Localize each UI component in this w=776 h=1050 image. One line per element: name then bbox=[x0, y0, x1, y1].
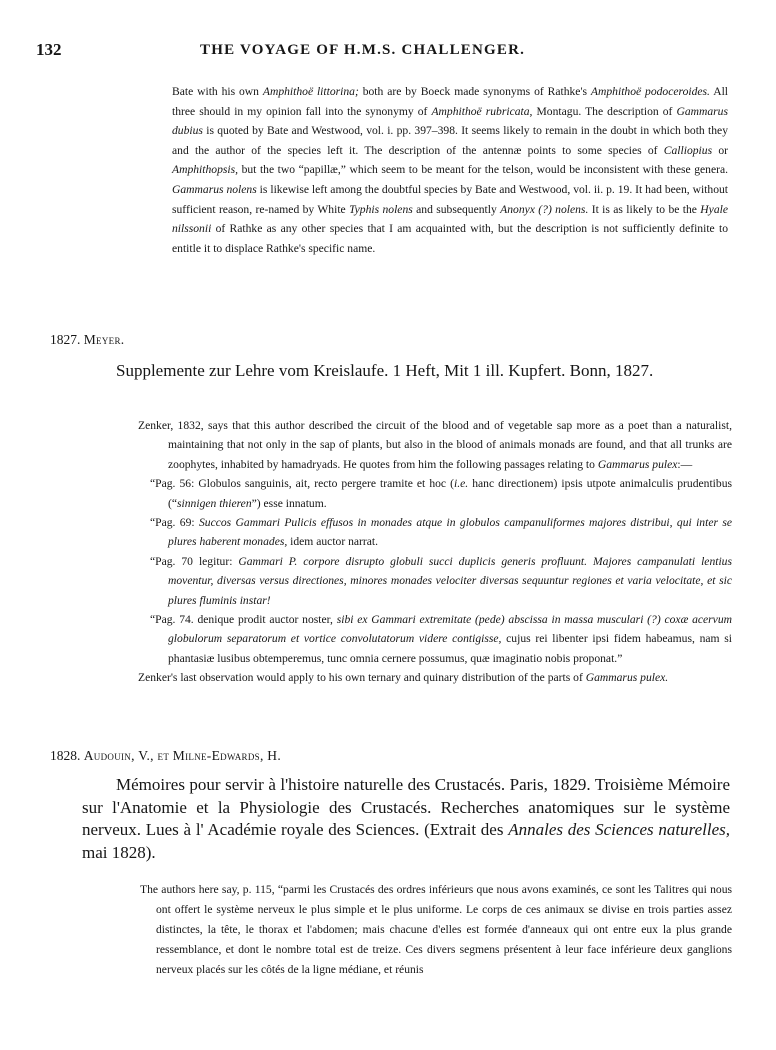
entry-author: Audouin, V., et Milne-Edwards, H. bbox=[83, 748, 282, 763]
entry-author: Meyer. bbox=[83, 332, 125, 347]
entry-comment-1827: Zenker, 1832, says that this author described the circuit of the blood and of vegetable sap more as a poet than a naturalist, maintaining that not only in the sap of plants, but also in the blood of animals monads are found, and that all trunks are zoophytes, inhabited by hamadryads. He quotes from him the following passages relating to Gammarus pulex:— “Pag. 56: Globulos sanguinis, ait, recto pergere tramite et hoc (i.e. hanc directionem) ipsis utpote animalculis prudentibus (“sinnigen thieren”) esse innatum. “Pag. 69: Succos Gammari Pulicis effusos in monades atque in globulos campanuliformes majores distribui, qui inter se plures haberent monades, idem auctor narrat. “Pag. 70 legitur: Gammari P. corpore disrupto globuli succi duplicis generis profluunt. Majores campanulati lentius moventur, diversas versus directiones, minores monades velociter diversas sequuntur regiones et varia velocitate, et sic plures fluminis instar! “Pag. 74. denique prodit auctor noster, sibi ex Gammari extremitate (pede) abscissa in massa musculari (?) coxæ acervum globulorum separatorum et vortice convolutatorum videre contigisse, cujus rei libenter ipsi fidem habeamus, nam si phantasiæ lusibus obtemperemus, tunc omnia cernere possumus, quæ imaginatio nobis proponat.” Zenker's last observation would apply to his own ternary and quinary distribution of the parts of Gammarus pulex. bbox=[138, 419, 733, 685]
entry-comment-1828: The authors here say, p. 115, “parmi les Crustacés des ordres inférieurs que nous avons examinés, ce sont les Talitres qui nous ont offert le système nerveux le plus simple et le plus uniforme. Le corps de ces animaux se divise en trois parties assez distinctes, la tête, le thorax et l'abdomen; mais chacune d'elles est formée d'anneaux qui ont entre eux la plus grande ressemblance, et dont le nombre total est de treize. Ces divers segmens présentent à leur face inférieure deux ganglions nerveux placés sur les côtés de la ligne médiane, et réunis bbox=[140, 883, 732, 976]
entry-heading-1828 bbox=[50, 748, 281, 764]
running-title: THE VOYAGE OF H.M.S. CHALLENGER. bbox=[200, 42, 526, 58]
entry-year: 1828. bbox=[50, 748, 81, 763]
entry-heading-1827 bbox=[50, 332, 124, 348]
entry-year: 1827. bbox=[50, 332, 81, 347]
continuation-paragraph: Bate with his own Amphithoë littorina; both are by Boeck made synonyms of Rathke's Amphithoë podoceroides. All three should in my opinion fall into the synonymy of Amphithoë rubricata, Montagu. The description of Gammarus dubius is quoted by Bate and Westwood, vol. i. pp. 397–398. It seems likely to remain in the doubt in which both they and the author of the species left it. The description of the antennæ points to some species of Calliopius or Amphithopsis, but the two “papillæ,” which seem to be meant for the telson, would be inconsistent with these genera. Gammarus nolens is likewise left among the doubtful species by Bate and Westwood, vol. ii. p. 19. It had been, without sufficient reason, re-named by White Typhis nolens and subsequently Anonyx (?) nolens. It is as likely to be the Hyale nilssonii of Rathke as any other species that I am acquainted with, but the description is not sufficiently definite to entitle it to displace Rathke's specific name. bbox=[172, 85, 729, 255]
entry-title-1827: Supplemente zur Lehre vom Kreislaufe. 1 Heft, Mit 1 ill. Kupfert. Bonn, 1827. bbox=[116, 361, 654, 380]
page-number: 132 bbox=[36, 40, 62, 59]
entry-title-1828: Mémoires pour servir à l'histoire naturelle des Crustacés. Paris, 1829. Troisième Mémoire sur l'Anatomie et la Physiologie des Crustacés. Recherches anatomiques sur le système nerveux. Lues à l' Académie royale des Sciences. (Extrait des Annales des Sciences naturelles, mai 1828). bbox=[82, 775, 731, 862]
